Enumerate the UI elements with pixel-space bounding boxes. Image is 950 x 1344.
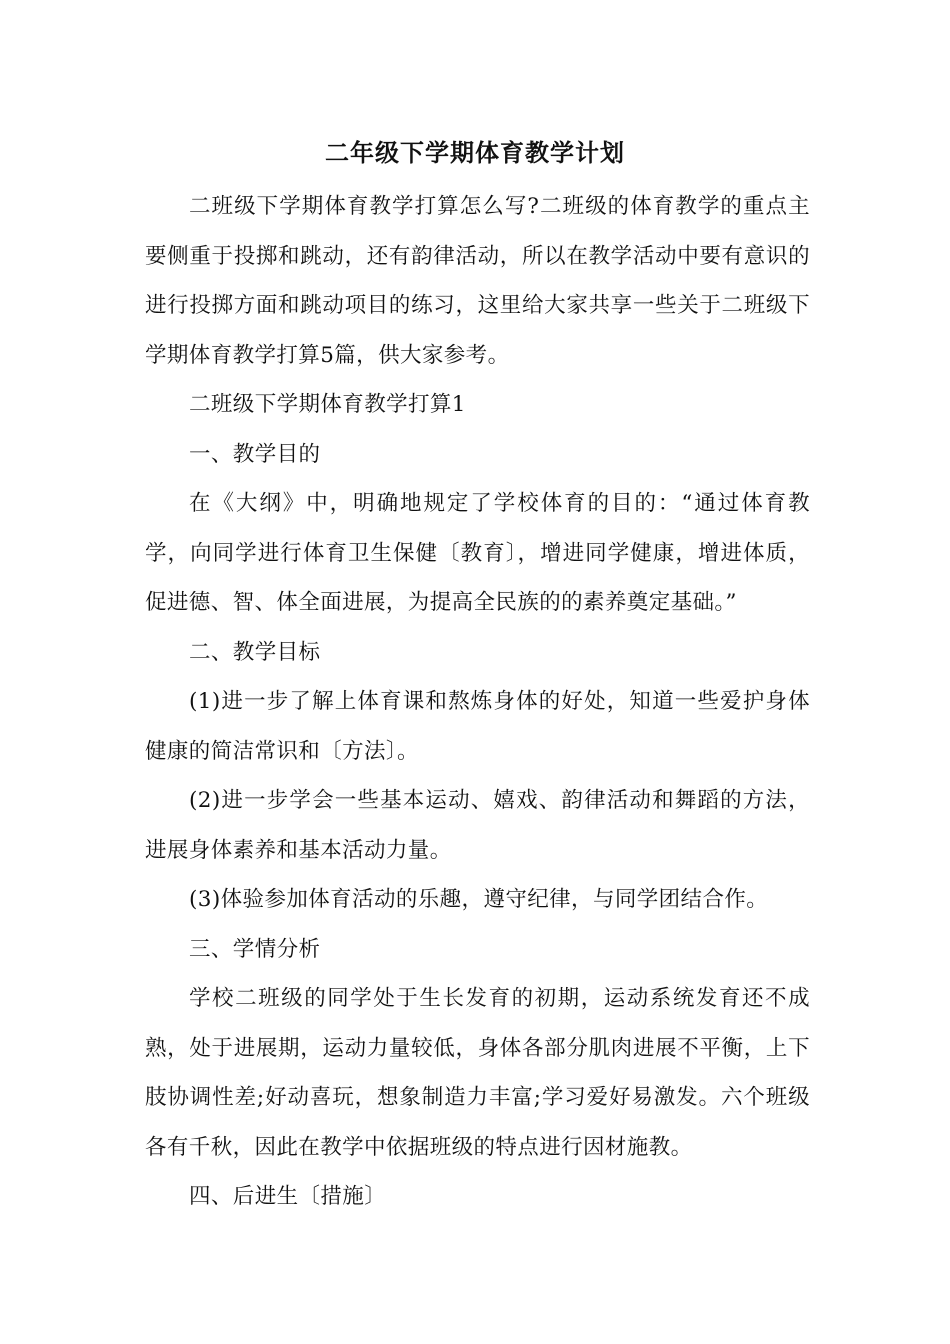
paragraph-intro: 二班级下学期体育教学打算怎么写?二班级的体育教学的重点主要侧重于投掷和跳动，还有韵律活动，所以在教学活动中要有意识的进行投掷方面和跳动项目的练习，这里给大家共享一些关于二班级下学期体育教学打算5篇，供大家参考。 bbox=[145, 194, 810, 368]
section-heading-struggling-students: 四、后进生〔措施〕 bbox=[189, 1184, 387, 1209]
paragraph-goal-3: (3)体验参加体育活动的乐趣，遵守纪律，与同学团结合作。 bbox=[189, 887, 769, 912]
paragraph-teaching-purpose: 在《大纲》中，明确地规定了学校体育的目的：“通过体育教学，向同学进行体育卫生保健〔教育〕，增进同学健康，增进体质，促进德、智、体全面进展，为提高全民族的的素养奠定基础。” bbox=[145, 491, 810, 615]
section-heading-teaching-goals: 二、教学目标 bbox=[189, 639, 321, 665]
paragraph-goal-2: (2)进一步学会一些基本运动、嬉戏、韵律活动和舞蹈的方法，进展身体素养和基本活动力量。 bbox=[145, 788, 810, 863]
paragraph-goal-1: (1)进一步了解上体育课和熬炼身体的好处，知道一些爱护身体健康的简洁常识和〔方法〕。 bbox=[145, 689, 810, 764]
paragraph-student-analysis: 学校二班级的同学处于生长发育的初期，运动系统发育还不成熟，处于进展期，运动力量较低，身体各部分肌肉进展不平衡，上下肢协调性差;好动喜玩，想象制造力丰富;学习爱好易激发。六个班级各有千秋，因此在教学中依据班级的特点进行因材施教。 bbox=[145, 986, 810, 1160]
document-body bbox=[145, 182, 810, 1222]
section-heading-student-analysis: 三、学情分析 bbox=[189, 936, 321, 962]
section-heading-teaching-purpose: 一、教学目的 bbox=[189, 441, 321, 467]
paragraph-plan-heading: 二班级下学期体育教学打算1 bbox=[189, 392, 466, 417]
document-title: 二年级下学期体育教学计划 bbox=[325, 138, 625, 167]
